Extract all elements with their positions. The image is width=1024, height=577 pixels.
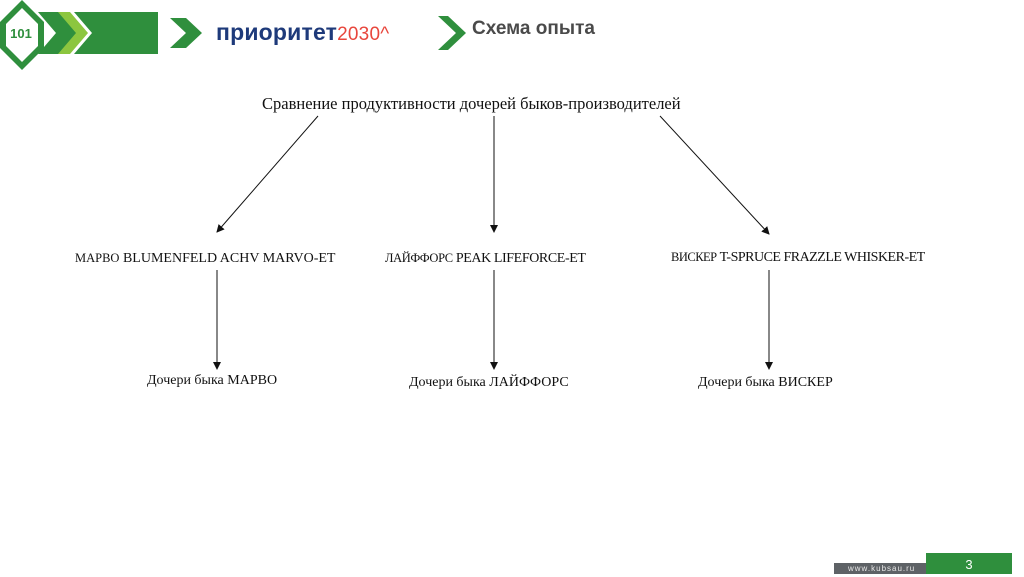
bull-node-whisker — [671, 250, 925, 266]
daughters-node-lifeforce: Дочери быка ЛАЙФФОРС — [409, 375, 569, 390]
daughters-node-marvo: Дочери быка МАРВО — [147, 373, 278, 388]
bull-node-marvo — [75, 251, 335, 267]
bull-name-en: BLUMENFELD ACHV MARVO-ET — [122, 251, 336, 266]
bull-name-ru: МАРВО — [75, 251, 120, 265]
footer-url: www.kubsau.ru — [848, 564, 916, 573]
bull-name-en: PEAK LIFEFORCE-ET — [455, 251, 586, 266]
daughters-node-whisker: Дочери быка ВИСКЕР — [698, 375, 833, 390]
bull-name-en: T-SPRUCE FRAZZLE WHISKER-ET — [719, 250, 925, 265]
bull-name-ru: ЛАЙФФОРС — [385, 251, 453, 265]
page-number: 3 — [926, 553, 1012, 574]
logo-number: 2030^ — [337, 24, 390, 45]
arrow-to-whisker — [660, 116, 769, 234]
bull-name-ru: ВИСКЕР — [671, 250, 717, 264]
logo-word: приоритет — [216, 19, 338, 45]
bull-node-lifeforce — [385, 251, 586, 267]
arrow-to-marvo — [217, 116, 318, 232]
diagram-root-node: Сравнение продуктивности дочерей быков-производителей — [262, 94, 681, 113]
slide-title: Схема опыта — [472, 18, 595, 39]
badge-101: 101 — [10, 26, 32, 41]
